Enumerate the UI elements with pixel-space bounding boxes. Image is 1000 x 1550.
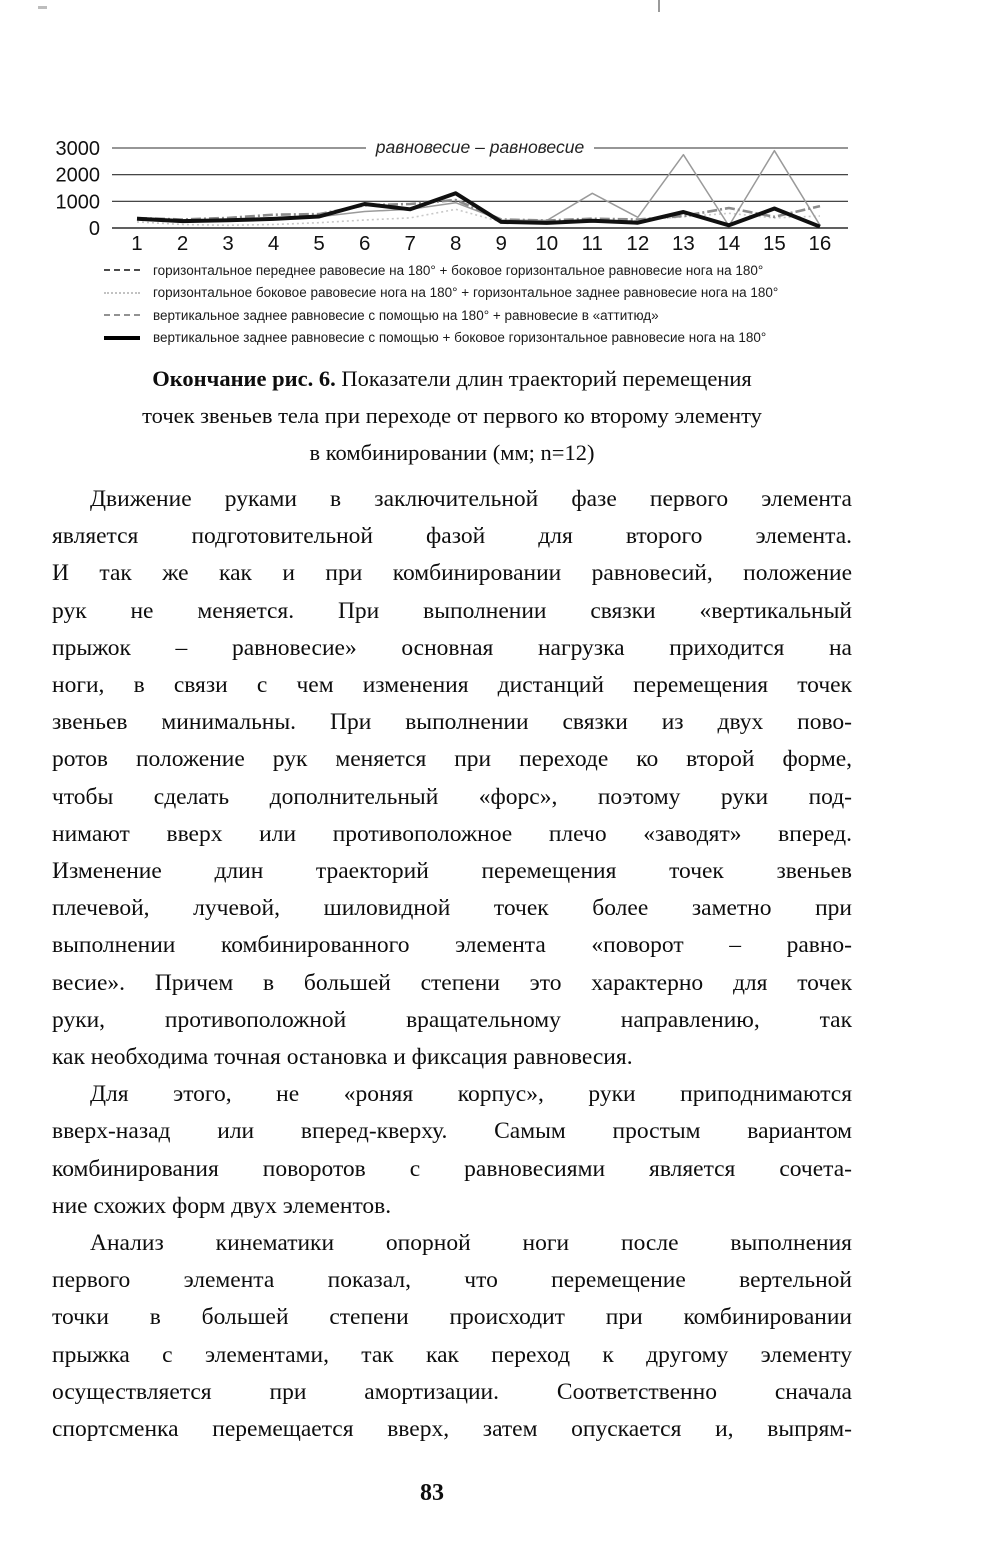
x-axis-tick-label: 10 bbox=[535, 232, 559, 255]
x-axis-tick-label: 6 bbox=[358, 232, 371, 255]
legend-label: горизонтальное боковое равовесие нога на 180° + горизонтальное заднее равновесие нога на 180° bbox=[153, 285, 779, 301]
body-text-line: плечевой, лучевой, шиловидной точек более заметно при bbox=[52, 895, 852, 922]
body-text-line: как необходима точная остановка и фиксация равновесия. bbox=[52, 1044, 633, 1071]
legend-line-swatch bbox=[104, 292, 140, 294]
legend-item bbox=[104, 259, 964, 282]
x-axis-tick-label: 2 bbox=[176, 232, 189, 255]
y-axis-tick-label: 0 bbox=[88, 218, 100, 240]
y-axis-tick-label: 1000 bbox=[55, 191, 100, 214]
body-text-line: Анализ кинематики опорной ноги после выполнения bbox=[90, 1230, 852, 1257]
legend-label: горизонтальное переднее равовесие на 180° + боковое горизонтальное равновесие нога на 180° bbox=[153, 262, 764, 278]
scan-artifact bbox=[38, 6, 47, 9]
x-axis-tick-label: 9 bbox=[495, 232, 507, 255]
caption-line: точек звеньев тела при переходе от первого ко второму элементу bbox=[142, 403, 762, 428]
body-text-line: И так же как и при комбинировании равновесий, положение bbox=[52, 560, 852, 587]
body-text-line: чтобы сделать дополнительный «форс», поэтому руки под- bbox=[52, 783, 852, 810]
body-text-line: выполнении комбинированного элемента «поворот – равно- bbox=[52, 932, 852, 959]
x-axis-tick-label: 5 bbox=[313, 232, 325, 255]
body-text-line: комбинирования поворотов с равновесиями является сочета- bbox=[52, 1155, 852, 1182]
body-text-line: прыжка с элементами, так как переход к другому элементу bbox=[52, 1341, 852, 1368]
figure-caption bbox=[52, 360, 852, 471]
chart-series-line bbox=[137, 151, 820, 226]
body-text-line: Для этого, не «роняя корпус», руки приподнимаются bbox=[90, 1081, 852, 1108]
caption-line: в комбинировании (мм; n=12) bbox=[309, 440, 595, 465]
body-text-line: прыжок – равновесие» основная нагрузка приходится на bbox=[52, 634, 852, 661]
scan-artifact bbox=[658, 0, 660, 12]
body-text-line: ноги, в связи с чем изменения дистанций перемещения точек bbox=[52, 672, 852, 699]
body-text-line: ротов положение рук меняется при переходе ко второй форме, bbox=[52, 746, 852, 773]
caption-figure-label: Окончание рис. 6. bbox=[152, 366, 336, 391]
x-axis-tick-label: 8 bbox=[450, 232, 462, 255]
x-axis-tick-label: 7 bbox=[404, 232, 416, 255]
body-text-line: ние схожих форм двух элементов. bbox=[52, 1192, 392, 1219]
legend-line-swatch bbox=[104, 314, 140, 316]
x-axis-tick-label: 15 bbox=[763, 232, 786, 255]
legend-label: вертикальное заднее равновесие с помощью + боковое горизонтальное равновесие нога на 180° bbox=[153, 330, 767, 346]
legend-line-swatch bbox=[104, 269, 140, 271]
body-text bbox=[52, 481, 852, 1448]
body-text-line: осуществляется при амортизации. Соответственно сначала bbox=[52, 1378, 852, 1405]
y-axis-tick-label: 2000 bbox=[55, 164, 100, 187]
body-text-line: вверх-назад или вперед-кверху. Самым простым вариантом bbox=[52, 1118, 852, 1145]
legend-line-swatch bbox=[104, 336, 140, 340]
body-text-line: Движение руками в заключительной фазе первого элемента bbox=[90, 486, 852, 512]
x-axis-tick-label: 1 bbox=[131, 232, 143, 255]
x-axis-tick-label: 4 bbox=[267, 232, 280, 255]
x-axis-tick-label: 14 bbox=[717, 232, 741, 255]
body-text-line: звеньев минимальны. При выполнении связки из двух пово- bbox=[52, 709, 852, 736]
body-text-line: спортсменка перемещается вверх, затем опускается и, выпрям- bbox=[52, 1416, 852, 1443]
legend-label: вертикальное заднее равновесие с помощью на 180° + равновесие в «аттитюд» bbox=[153, 307, 659, 323]
chart-title: равновесие – равновесие bbox=[375, 137, 585, 157]
caption-line: Окончание рис. 6. Показатели длин траекторий перемещения bbox=[152, 366, 752, 391]
chart-series-line bbox=[137, 200, 820, 221]
body-text-line: является подготовительной фазой для второго элемента. bbox=[52, 523, 852, 550]
y-axis-tick-label: 3000 bbox=[55, 138, 100, 160]
legend-item bbox=[104, 327, 964, 350]
trajectory-line-chart bbox=[0, 128, 1000, 258]
x-axis-tick-label: 11 bbox=[581, 232, 603, 255]
body-text-line: весие». Причем в большей степени это характерно для точек bbox=[52, 969, 852, 996]
x-axis-tick-label: 3 bbox=[222, 232, 234, 255]
chart-legend bbox=[104, 259, 964, 349]
body-text-line: Изменение длин траекторий перемещения точек звеньев bbox=[52, 858, 852, 885]
legend-item bbox=[104, 304, 964, 327]
body-text-line: рук не меняется. При выполнении связки «вертикальный bbox=[52, 597, 852, 624]
body-text-line: руки, противоположной вращательному направлению, так bbox=[52, 1006, 852, 1033]
legend-item bbox=[104, 282, 964, 305]
x-axis-tick-label: 16 bbox=[808, 232, 832, 255]
body-text-line: первого элемента показал, что перемещение вертельной bbox=[52, 1267, 852, 1294]
page-number: 83 bbox=[420, 1480, 444, 1506]
body-text-line: нимают вверх или противоположное плечо «заводят» вперед. bbox=[52, 820, 852, 847]
body-text-line: точки в большей степени происходит при комбинировании bbox=[52, 1304, 852, 1331]
x-axis-tick-label: 13 bbox=[671, 232, 695, 255]
x-axis-tick-label: 12 bbox=[626, 232, 650, 255]
